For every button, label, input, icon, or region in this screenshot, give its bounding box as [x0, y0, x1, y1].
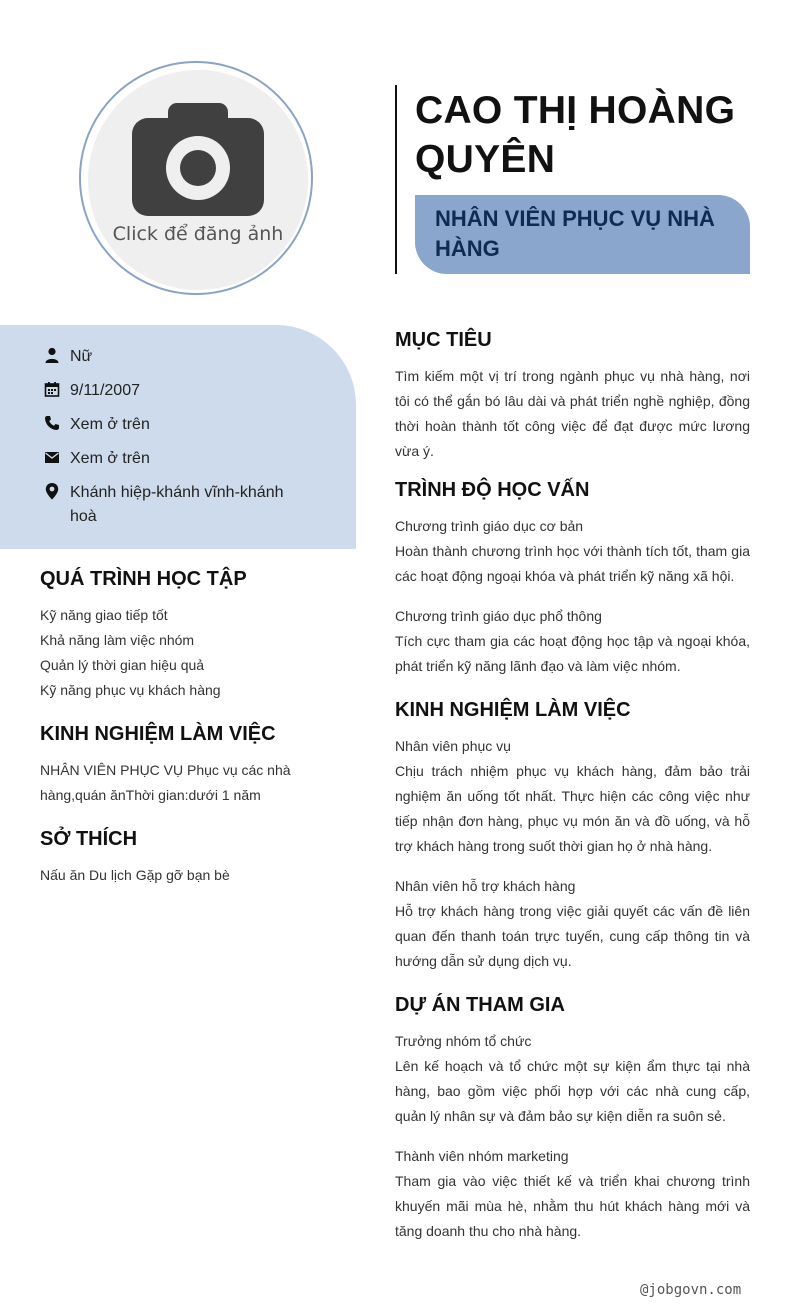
section-title-right-experience: KINH NGHIỆM LÀM VIỆC — [395, 699, 631, 721]
entry-name: Chương trình giáo dục cơ bản — [395, 518, 584, 534]
section-title-objective: MỤC TIÊU — [395, 329, 492, 351]
section-title-hobbies: SỞ THÍCH — [40, 828, 138, 850]
person-icon — [40, 343, 64, 367]
upload-photo-label[interactable]: Click để đăng ảnh — [112, 223, 284, 245]
entry-description: Lên kế hoạch và tổ chức một sự kiện ẩm thực tại nhà hàng, bao gồm việc phối hợp với các nhà cung cấp, quản lý nhân sự và đảm bảo sự kiện diễn ra suôn sẻ. — [395, 1058, 750, 1124]
section-title-study: QUÁ TRÌNH HỌC TẬP — [40, 568, 247, 590]
location-pin-icon — [40, 479, 64, 503]
address-text: Khánh hiệp-khánh vĩnh-khánh hoà — [70, 484, 284, 525]
experience-entry — [395, 874, 750, 974]
entry-name: Nhân viên hỗ trợ khách hàng — [395, 878, 576, 894]
job-title-badge — [415, 195, 750, 274]
entry-description: Chịu trách nhiệm phục vụ khách hàng, đảm bảo trải nghiệm ăn uống tốt nhất. Thực hiện các công việc như tiếp nhận đơn hàng, phục vụ món ăn và đồ uống, và hỗ trợ khách hàng trong suốt thời gian họ ở nhà hàng. — [395, 763, 750, 854]
section-title-projects: DỰ ÁN THAM GIA — [395, 994, 565, 1016]
contact-email — [40, 447, 300, 471]
education-entry — [395, 514, 750, 589]
mail-icon — [40, 445, 64, 469]
section-title-education: TRÌNH ĐỘ HỌC VẤN — [395, 479, 590, 501]
name-divider — [395, 85, 397, 274]
entry-name: Thành viên nhóm marketing — [395, 1148, 569, 1164]
section-title-left-experience: KINH NGHIỆM LÀM VIỆC — [40, 723, 276, 745]
entry-description: Hoàn thành chương trình học với thành tích tốt, tham gia các hoạt động ngoại khóa và phát triển kỹ năng xã hội. — [395, 543, 750, 584]
phone-text: Xem ở trên — [70, 416, 150, 433]
phone-icon — [40, 411, 64, 435]
calendar-icon — [40, 377, 64, 401]
watermark: @jobgovn.com — [640, 1282, 742, 1298]
entry-description: Tham gia vào việc thiết kế và triển khai chương trình khuyến mãi mùa hè, nhằm thu hút khách hàng mới và tăng doanh thu cho nhà hàng. — [395, 1173, 750, 1239]
contact-birthday — [40, 379, 300, 403]
entry-description: Tích cực tham gia các hoạt động học tập và ngoại khóa, phát triển kỹ năng lãnh đạo và làm việc nhóm. — [395, 633, 750, 674]
project-entry — [395, 1029, 750, 1129]
contact-gender — [40, 345, 300, 369]
left-experience-text: NHÂN VIÊN PHỤC VỤ Phục vụ các nhà hàng,quán ănThời gian:dưới 1 năm — [40, 762, 291, 803]
contact-phone — [40, 413, 300, 437]
project-entry — [395, 1144, 750, 1244]
email-text: Xem ở trên — [70, 450, 150, 467]
candidate-name: CAO THỊ HOÀNG QUYÊN — [415, 89, 736, 181]
study-list — [40, 603, 350, 703]
entry-name: Nhân viên phục vụ — [395, 738, 511, 754]
list-item: Kỹ năng phục vụ khách hàng — [40, 682, 221, 698]
entry-description: Hỗ trợ khách hàng trong việc giải quyết các vấn đề liên quan đến thanh toán trực tuyến, cung cấp thông tin và hướng dẫn sử dụng dịch vụ. — [395, 903, 750, 969]
gender-text: Nữ — [70, 348, 93, 365]
contact-address — [40, 481, 300, 529]
experience-entry — [395, 734, 750, 859]
job-title: NHÂN VIÊN PHỤC VỤ NHÀ HÀNG — [435, 206, 715, 261]
entry-name: Trưởng nhóm tổ chức — [395, 1033, 532, 1049]
list-item: Kỹ năng giao tiếp tốt — [40, 607, 168, 623]
list-item: Khả năng làm việc nhóm — [40, 632, 195, 648]
entry-name: Chương trình giáo dục phổ thông — [395, 608, 602, 624]
birthday-text: 9/11/2007 — [70, 382, 140, 399]
objective-text: Tìm kiếm một vị trí trong ngành phục vụ nhà hàng, nơi tôi có thể gắn bó lâu dài và phát triển nghề nghiệp, đồng thời hoàn thành tốt công việc để đạt được mức lương vừa ý. — [395, 368, 750, 459]
hobbies-text: Nấu ăn Du lịch Gặp gỡ bạn bè — [40, 867, 230, 883]
list-item: Quản lý thời gian hiệu quả — [40, 657, 205, 673]
camera-lens — [180, 150, 216, 186]
education-entry — [395, 604, 750, 679]
